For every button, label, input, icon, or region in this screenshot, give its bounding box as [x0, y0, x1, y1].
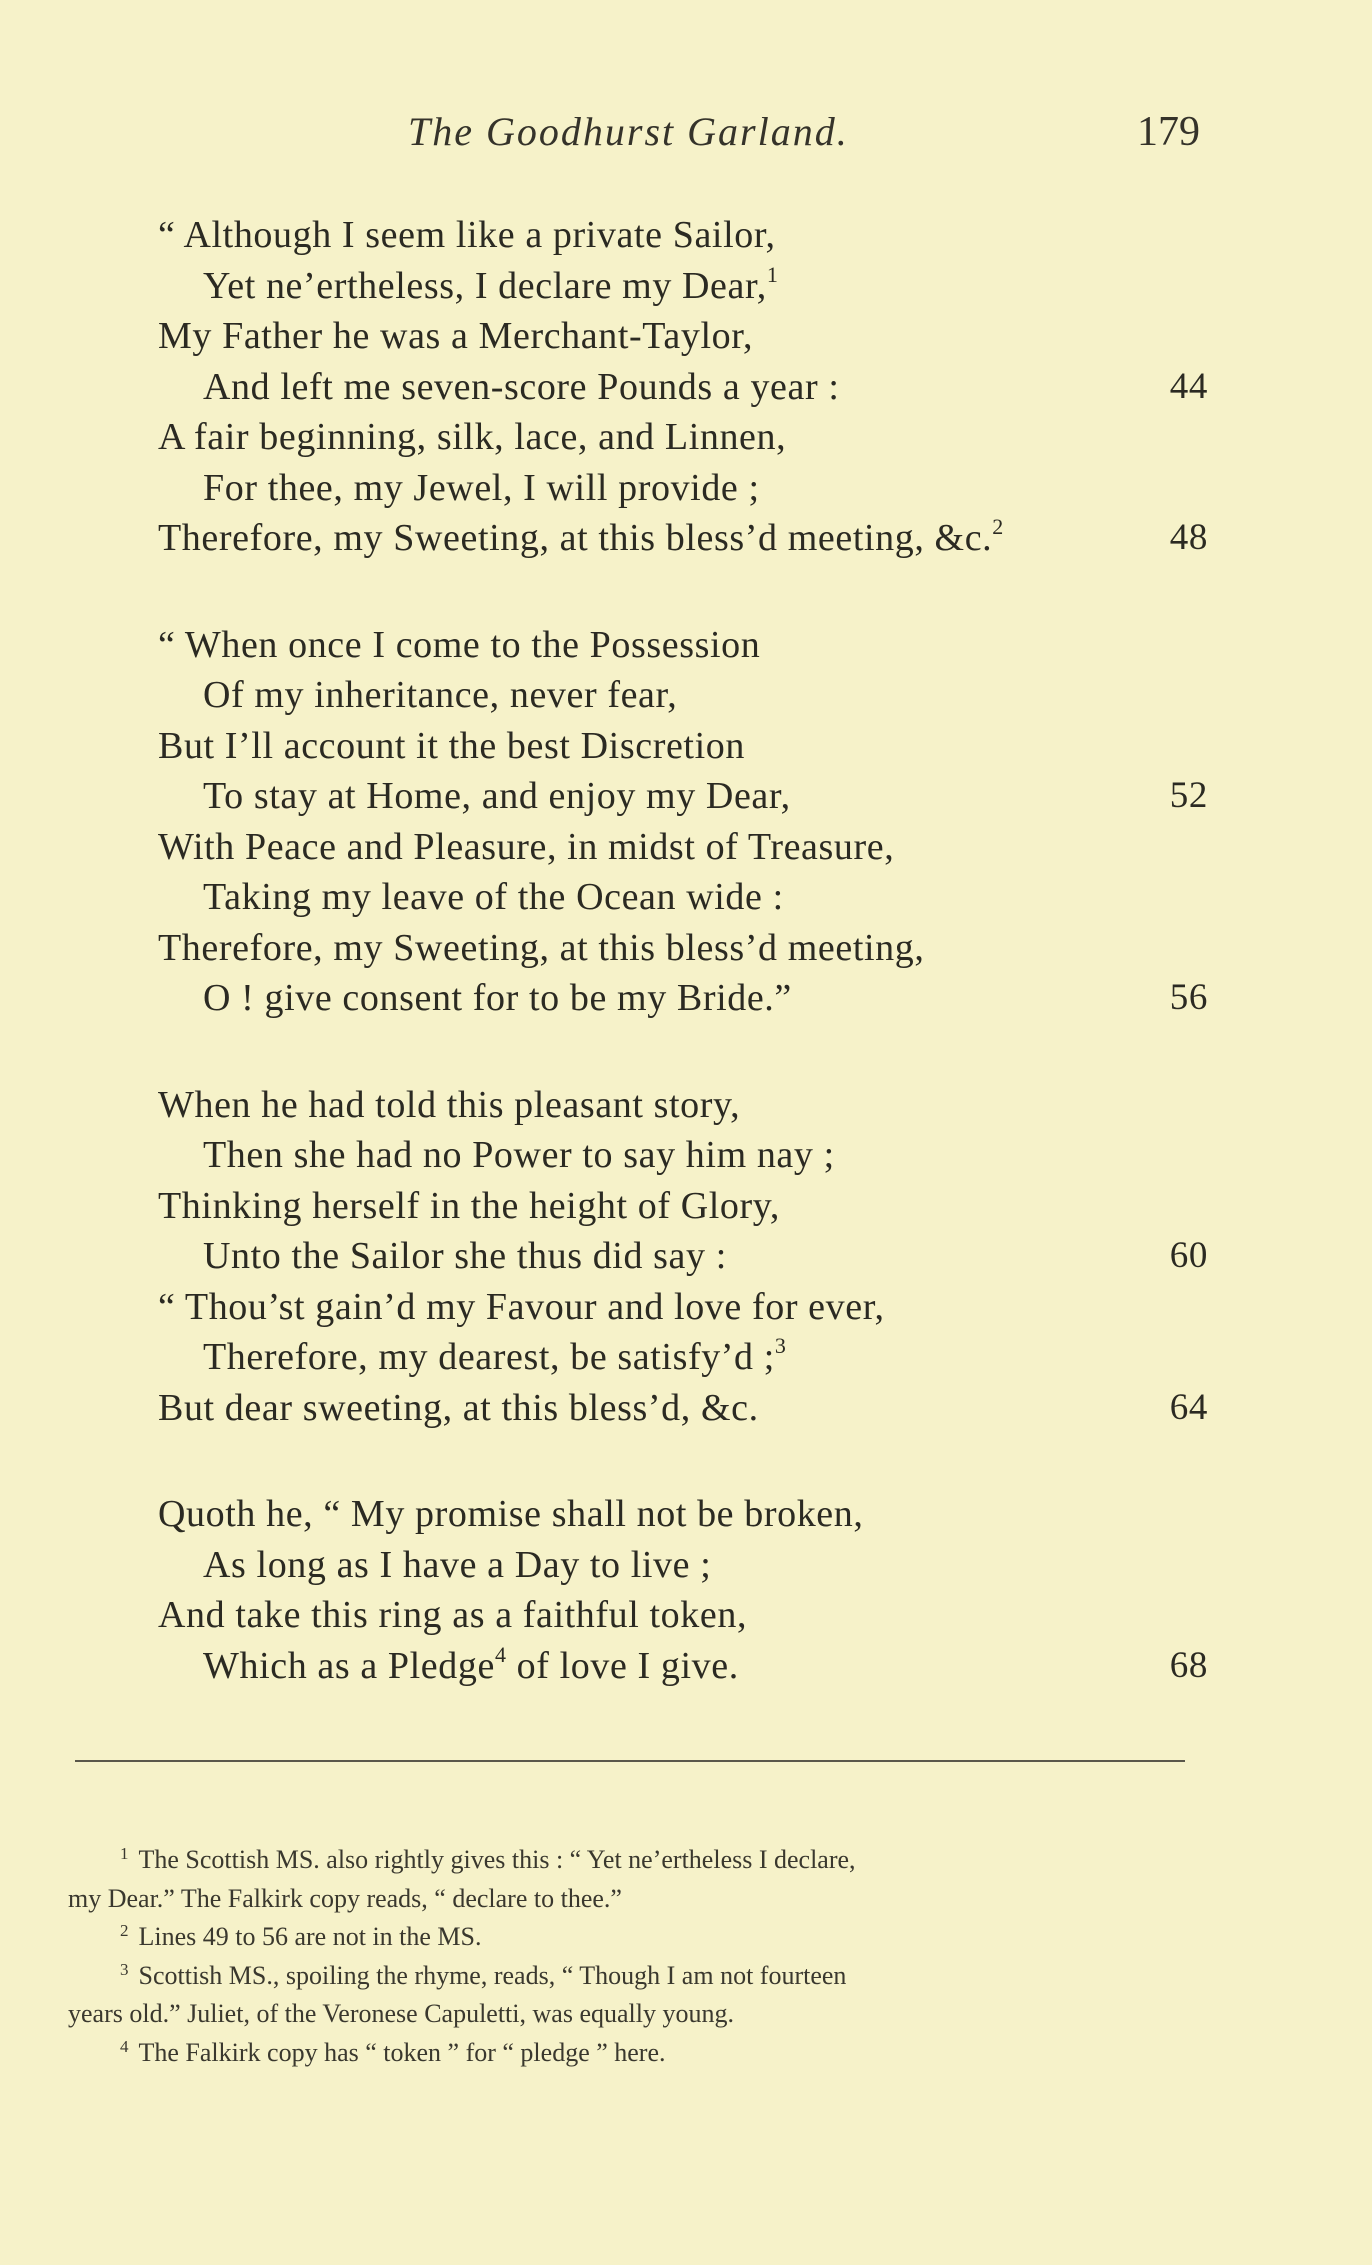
footnote-ref: 4 — [494, 1641, 507, 1667]
page-number: 179 — [1137, 109, 1200, 155]
stanza — [158, 210, 1208, 564]
footnote-mark: 2 — [120, 1921, 129, 1940]
poem-line: Of my inheritance, never fear, — [203, 674, 678, 716]
poem-line: Which as a Pledge$^4$ of love I give. 68 — [158, 1641, 1208, 1692]
stanza — [158, 620, 1208, 1024]
footnote-continuation: my Dear.” The Falkirk copy reads, “ declare to thee.” — [68, 1883, 622, 1913]
poem-line: When he had told this pleasant story, — [158, 1083, 741, 1126]
poem-line: With Peace and Pleasure, in midst of Treasure, — [158, 825, 895, 868]
stanza — [158, 1080, 1208, 1434]
poem-line: Unto the Sailor she thus did say : 60 — [158, 1231, 1208, 1282]
stanza — [158, 1489, 1208, 1691]
footnote: $^1$ The Scottish MS. also rightly gives this : “ Yet ne’ertheless I declare, — [120, 1844, 856, 1874]
poem-line: Quoth he, “ My promise shall not be broken, — [158, 1493, 864, 1535]
poem-line: “ When once I come to the Possession — [158, 623, 761, 666]
poem-line: My Father he was a Merchant-Taylor, — [158, 315, 754, 357]
poem-line: Thinking herself in the height of Glory, — [158, 1184, 781, 1227]
poem-line: Therefore, my Sweeting, at this bless’d meeting, &c.$^2$ 48 — [158, 513, 1208, 564]
poem-line: “ Although I seem like a private Sailor, — [158, 214, 776, 256]
footnote-ref: 3 — [774, 1333, 787, 1358]
page-header — [0, 108, 1372, 168]
poem-line: To stay at Home, and enjoy my Dear, 52 — [158, 771, 1208, 822]
footnote-mark: 3 — [120, 1959, 129, 1979]
poem-line: Therefore, my dearest, be satisfy’d ;$^3$ — [203, 1333, 787, 1378]
line-number: 44 — [1169, 365, 1208, 407]
poem-line: “ Thou’st gain’d my Favour and love for ever, — [158, 1285, 885, 1328]
line-number: 48 — [1169, 517, 1208, 558]
poem-line: Yet ne’ertheless, I declare my Dear,$^1$ — [203, 261, 779, 307]
poem-line: And left me seven-score Pounds a year : 44 — [158, 362, 1208, 413]
line-number: 68 — [1169, 1644, 1208, 1686]
footnote-continuation: years old.” Juliet, of the Veronese Capuletti, was equally young. — [68, 1999, 734, 2028]
footnote-mark: 1 — [120, 1844, 129, 1863]
footnote-mark: 4 — [120, 2036, 129, 2056]
poem-line: Taking my leave of the Ocean wide : — [203, 876, 784, 918]
line-number: 64 — [1169, 1386, 1208, 1428]
poem — [158, 210, 1208, 1747]
line-number: 56 — [1169, 977, 1208, 1018]
footnotes — [68, 1841, 1190, 2072]
poem-line: But I’ll account it the best Discretion — [158, 724, 745, 767]
poem-line: As long as I have a Day to live ; — [203, 1543, 712, 1586]
footnote: $^4$ The Falkirk copy has “ token ” for “ pledge ” here. — [120, 2036, 666, 2067]
line-number: 52 — [1169, 775, 1208, 816]
footnote-ref: 2 — [992, 514, 1004, 539]
poem-line: A fair beginning, silk, lace, and Linnen, — [158, 416, 787, 458]
running-title: The Goodhurst Garland. — [408, 109, 849, 154]
footnote-divider — [75, 1760, 1185, 1762]
footnote-ref: 1 — [766, 261, 779, 287]
poem-line: And take this ring as a faithful token, — [158, 1594, 748, 1636]
footnote: $^2$ Lines 49 to 56 are not in the MS. — [120, 1921, 482, 1951]
footnote: $^3$ Scottish MS., spoiling the rhyme, reads, “ Though I am not fourteen — [120, 1959, 847, 1990]
line-number: 60 — [1169, 1235, 1208, 1276]
poem-line: For thee, my Jewel, I will provide ; — [203, 466, 760, 509]
poem-line: Then she had no Power to say him nay ; — [203, 1134, 835, 1176]
poem-line: But dear sweeting, at this bless’d, &c. 64 — [158, 1383, 1208, 1434]
poem-line: O ! give consent for to be my Bride.” 56 — [158, 973, 1208, 1024]
poem-line: Therefore, my Sweeting, at this bless’d meeting, — [158, 926, 925, 969]
